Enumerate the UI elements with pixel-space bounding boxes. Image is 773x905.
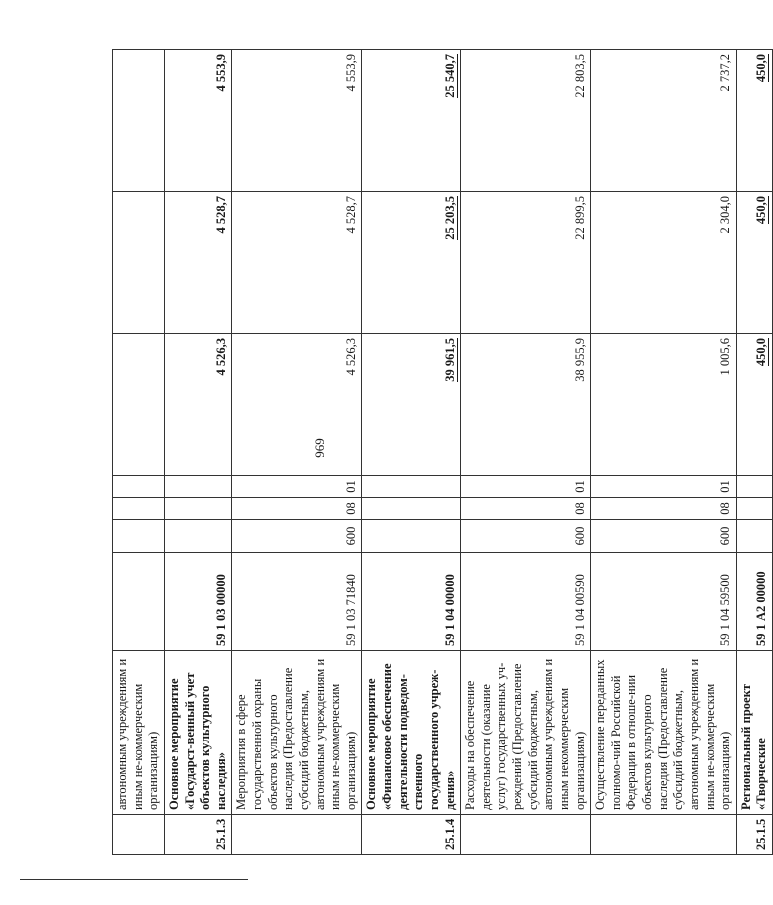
row-value-1: 4 526,3 <box>164 334 232 476</box>
row-value-2: 22 899,5 <box>461 192 591 334</box>
row-name: Осуществление переданных полномо-чий Российской Федерации в отноше-нии объектов культурного наследия (Предоставление субсидий бюджетным, автономным учреждениям и иным не-коммерческим организациям) <box>591 651 737 815</box>
row-rz <box>113 498 165 520</box>
table-row <box>362 50 461 855</box>
row-vr <box>736 520 772 553</box>
row-rz <box>164 498 232 520</box>
row-pr <box>362 476 461 498</box>
page-number: 969 <box>312 438 327 458</box>
row-vr: 600 <box>232 520 362 553</box>
row-value-2: 4 528,7 <box>164 192 232 334</box>
row-vr <box>164 520 232 553</box>
row-name: Расходы на обеспечение деятельности (оказание услуг) государственных уч-реждений (Предоставление субсидий бюджетным, автономным учреждениям и иным некоммерческим организациям) <box>461 651 591 815</box>
table-row <box>591 50 737 855</box>
row-code: 59 1 04 59500 <box>591 553 737 651</box>
row-value-3 <box>736 50 772 192</box>
budget-table <box>112 49 773 855</box>
row-value-3 <box>362 50 461 192</box>
row-vr: 600 <box>461 520 591 553</box>
row-value-3: 4 553,9 <box>232 50 362 192</box>
row-id <box>461 815 591 855</box>
row-value-1 <box>362 334 461 476</box>
row-value-3: 4 553,9 <box>164 50 232 192</box>
row-id: 25.1.3 <box>164 815 232 855</box>
row-value-1: 1 005,6 <box>591 334 737 476</box>
row-id: 25.1.4 <box>362 815 461 855</box>
row-value-3-text: 450,0 <box>754 54 769 83</box>
table-row <box>232 50 362 855</box>
row-value-1 <box>113 334 165 476</box>
row-name: Основное мероприятие «Финансовое обеспечение деятельности подведом-ственного государственного учреж-дения» <box>362 651 461 815</box>
row-value-2: 2 304,0 <box>591 192 737 334</box>
row-id <box>232 815 362 855</box>
row-code <box>113 553 165 651</box>
row-rz: 08 <box>591 498 737 520</box>
row-code: 59 1 А2 00000 <box>736 553 772 651</box>
row-name: Основное мероприятие «Государст-венный учет объектов культурного наследия» <box>164 651 232 815</box>
table-row <box>736 50 772 855</box>
row-name: Мероприятия в сфере государственной охраны объектов культурного наследия (Предоставление субсидий бюджетным, автономным учреждениям и иным не-коммерческим организациям) <box>232 651 362 815</box>
row-pr <box>736 476 772 498</box>
row-pr <box>164 476 232 498</box>
row-value-1-text: 39 961,5 <box>442 338 457 382</box>
row-rz: 08 <box>232 498 362 520</box>
row-id <box>591 815 737 855</box>
row-vr: 600 <box>591 520 737 553</box>
table-row <box>164 50 232 855</box>
table-row <box>461 50 591 855</box>
row-pr: 01 <box>461 476 591 498</box>
row-rz: 08 <box>461 498 591 520</box>
row-pr <box>113 476 165 498</box>
row-value-2-text: 450,0 <box>754 196 769 225</box>
row-value-1: 38 955,9 <box>461 334 591 476</box>
row-rz <box>736 498 772 520</box>
row-value-2 <box>736 192 772 334</box>
footer-rule <box>20 879 248 880</box>
row-id: 25.1.5 <box>736 815 772 855</box>
row-value-1: 4 526,3 <box>232 334 362 476</box>
row-code: 59 1 03 71840 <box>232 553 362 651</box>
row-name: автономным учреждениям и иным не-коммерческим организациям) <box>113 651 165 815</box>
row-value-3: 2 737,2 <box>591 50 737 192</box>
row-value-2: 4 528,7 <box>232 192 362 334</box>
row-vr <box>113 520 165 553</box>
row-pr: 01 <box>591 476 737 498</box>
row-value-2 <box>113 192 165 334</box>
row-value-2-text: 25 203,5 <box>442 196 457 240</box>
row-code: 59 1 04 00000 <box>362 553 461 651</box>
row-code: 59 1 03 00000 <box>164 553 232 651</box>
row-value-3 <box>113 50 165 192</box>
row-id <box>113 815 165 855</box>
row-value-2 <box>362 192 461 334</box>
row-value-1-text: 450,0 <box>754 338 769 367</box>
row-value-1 <box>736 334 772 476</box>
row-code: 59 1 04 00590 <box>461 553 591 651</box>
row-vr <box>362 520 461 553</box>
budget-table-rotated <box>112 50 769 855</box>
row-value-3: 22 803,5 <box>461 50 591 192</box>
row-name: Региональный проект «Творческие <box>736 651 772 815</box>
row-value-3-text: 25 540,7 <box>442 54 457 98</box>
row-pr: 01 <box>232 476 362 498</box>
row-rz <box>362 498 461 520</box>
table-row <box>113 50 165 855</box>
